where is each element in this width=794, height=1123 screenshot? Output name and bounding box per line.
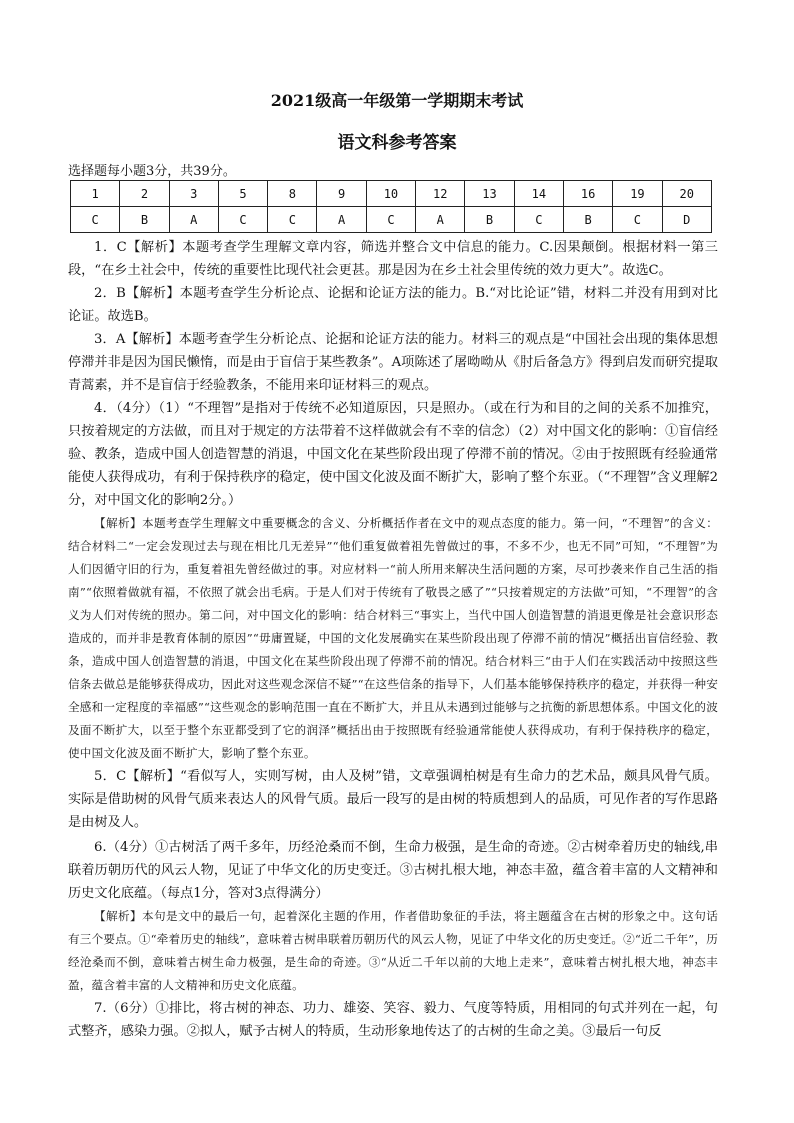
answer-paragraph: 4．（4分）（1）“不理智”是指对于传统不必知道原因，只是照办。（或在行为和目的之间的关系不加推究，只按着规定的方法做，而且对于规定的方法带着不这样做就会有不幸的信念）（2）对中国文化的影响：①盲信经验、教条，造成中国人创造智慧的消退，中国文化在某些阶段出现了停滞不前的情况。②由于按照既有经验通常能使人获得成功，有利于保持秩序的稳定，使中国文化波及面不断扩大，影响了整个东亚。（“不理智”含义理解2分，对中国文化的影响2分。） — [68, 401, 718, 508]
question-number: 1 — [71, 181, 120, 207]
answer-table — [70, 180, 712, 233]
question-number: 20 — [662, 181, 711, 207]
question-number: 16 — [563, 181, 612, 207]
answer-row — [71, 207, 712, 233]
answer-paragraph: 3．A【解析】本题考查学生分析论点、论据和论证方法的能力。材料三的观点是“中国社会出现的集体思想停滞并非是因为国民懒惰，而是由于盲信于某些教条”。A项陈述了屠呦呦从《肘后备急方》得到启发而研究提取青蒿素，并不是盲信于经验教条，不能用来印证材料三的观点。 — [68, 332, 718, 393]
question-number: 9 — [317, 181, 366, 207]
answer-paragraph: 5．C【解析】“看似写人，实则写树，由人及树”错，文章强调柏树是有生命力的艺术品，颇具风骨气质。实际是借助树的风骨气质来表达人的风骨气质。最后一段写的是由树的特质想到人的品质，可见作者的写作思路是由树及人。 — [68, 769, 718, 830]
answer-letter: A — [317, 207, 366, 233]
exam-title: 2021级高一年级第一学期期末考试 — [270, 91, 524, 110]
answer-letter: A — [169, 207, 218, 233]
question-number: 10 — [366, 181, 415, 207]
answer-paragraph: 1．C【解析】本题考查学生理解文章内容，筛选并整合文中信息的能力。C.因果颠倒。根据材料一第三段，“在乡土社会中，传统的重要性比现代社会更甚。那是因为在乡土社会里传统的效力更大”。故选C。 — [68, 240, 718, 278]
answer-letter: A — [416, 207, 465, 233]
answer-letter: C — [218, 207, 267, 233]
analysis-paragraph: 【解析】本题考查学生理解文中重要概念的含义、分析概括作者在文中的观点态度的能力。第一问，“不理智”的含义：结合材料二“一定会发现过去与现在相比几无差异”“他们重复做着祖先曾做过的事，不多不少，也无不同”可知，“不理智”为人们因循守旧的行为，重复着祖先曾经做过的事。对应材料一“前人所用来解决生活问题的方案，尽可抄袭来作自己生活的指南”“依照着做就有福，不依照了就会出毛病。于是人们对于传统有了敬畏之感了”“只按着规定的方法做”可知，“不理智”的含义为人们对传统的照办。第二问，对中国文化的影响：结合材料三“事实上，当代中国人创造智慧的消退更像是社会意识形态造成的，而并非是教育体制的原因”“毋庸置疑，中国的文化发展确实在某些阶段出现了停滞不前的情况”概括出盲信经验、教条，造成中国人创造智慧的消退，中国文化在某些阶段出现了停滞不前的情况。结合材料三“由于人们在实践活动中按照这些信条去做总是能够获得成功，因此对这些观念深信不疑”“在这些信条的指导下，人们基本能够保持秩序的稳定，并获得一种安全感和一定程度的幸福感”“这些观念的影响范围一直在不断扩大，并且从未遇到过能够与之抗衡的新思想体系。中国文化的波及面不断扩大，以至于整个东亚都受到了它的润泽”概括出由于按照既有经验通常能使人获得成功，有利于保持秩序的稳定，使中国文化波及面不断扩大，影响了整个东亚。 — [68, 516, 718, 760]
question-number: 14 — [514, 181, 563, 207]
question-number: 2 — [120, 181, 169, 207]
question-number-row — [71, 181, 712, 207]
answer-letter: C — [514, 207, 563, 233]
question-number: 12 — [416, 181, 465, 207]
answer-letter: C — [268, 207, 317, 233]
answer-letter: D — [662, 207, 711, 233]
question-number: 13 — [465, 181, 514, 207]
answer-paragraph: 7.（6分）①排比，将古树的神态、功力、雄姿、笑容、毅力、气度等特质，用相同的句式并列在一起，句式整齐，感染力强。②拟人，赋予古树人的特质，生动形象地传达了的古树的生命之美。③最后一句反 — [68, 1001, 718, 1039]
answer-letter: B — [563, 207, 612, 233]
question-number: 5 — [218, 181, 267, 207]
answer-letter: B — [465, 207, 514, 233]
answer-paragraph: 2．B【解析】本题考查学生分析论点、论据和论证方法的能力。B.“对比论证”错，材料二并没有用到对比论证。故选B。 — [68, 286, 718, 324]
answer-letter: B — [120, 207, 169, 233]
answer-letter: C — [613, 207, 662, 233]
answer-paragraph: 6.（4分）①古树活了两千多年，历经沧桑而不倒，生命力极强，是生命的奇迹。②古树牵着历史的轴线,串联着历朝历代的风云人物，见证了中华文化的历史变迁。③古树扎根大地，神态丰盈，蕴含着丰富的人文精神和历史文化底蕴。（每点1分，答对3点得满分） — [68, 840, 718, 901]
scoring-note: 选择题每小题3分，共39分。 — [68, 164, 236, 179]
question-number: 19 — [613, 181, 662, 207]
answer-letter: C — [71, 207, 120, 233]
analysis-paragraph: 【解析】本句是文中的最后一句，起着深化主题的作用，作者借助象征的手法，将主题蕴含在古树的形象之中。这句话有三个要点。①“牵着历史的轴线”，意味着古树串联着历朝历代的风云人物，见证了中华文化的历史变迁。②“近二千年”，历经沧桑而不倒，意味着古树生命力极强，是生命的奇迹。③“从近二千年以前的大地上走来”，意味着古树扎根大地，神态丰盈，蕴含着丰富的人文精神和历史文化底蕴。 — [68, 909, 718, 992]
answer-explanations — [68, 236, 718, 1043]
answer-letter: C — [366, 207, 415, 233]
answer-subtitle: 语文科参考答案 — [337, 133, 457, 153]
question-number: 3 — [169, 181, 218, 207]
question-number: 8 — [268, 181, 317, 207]
